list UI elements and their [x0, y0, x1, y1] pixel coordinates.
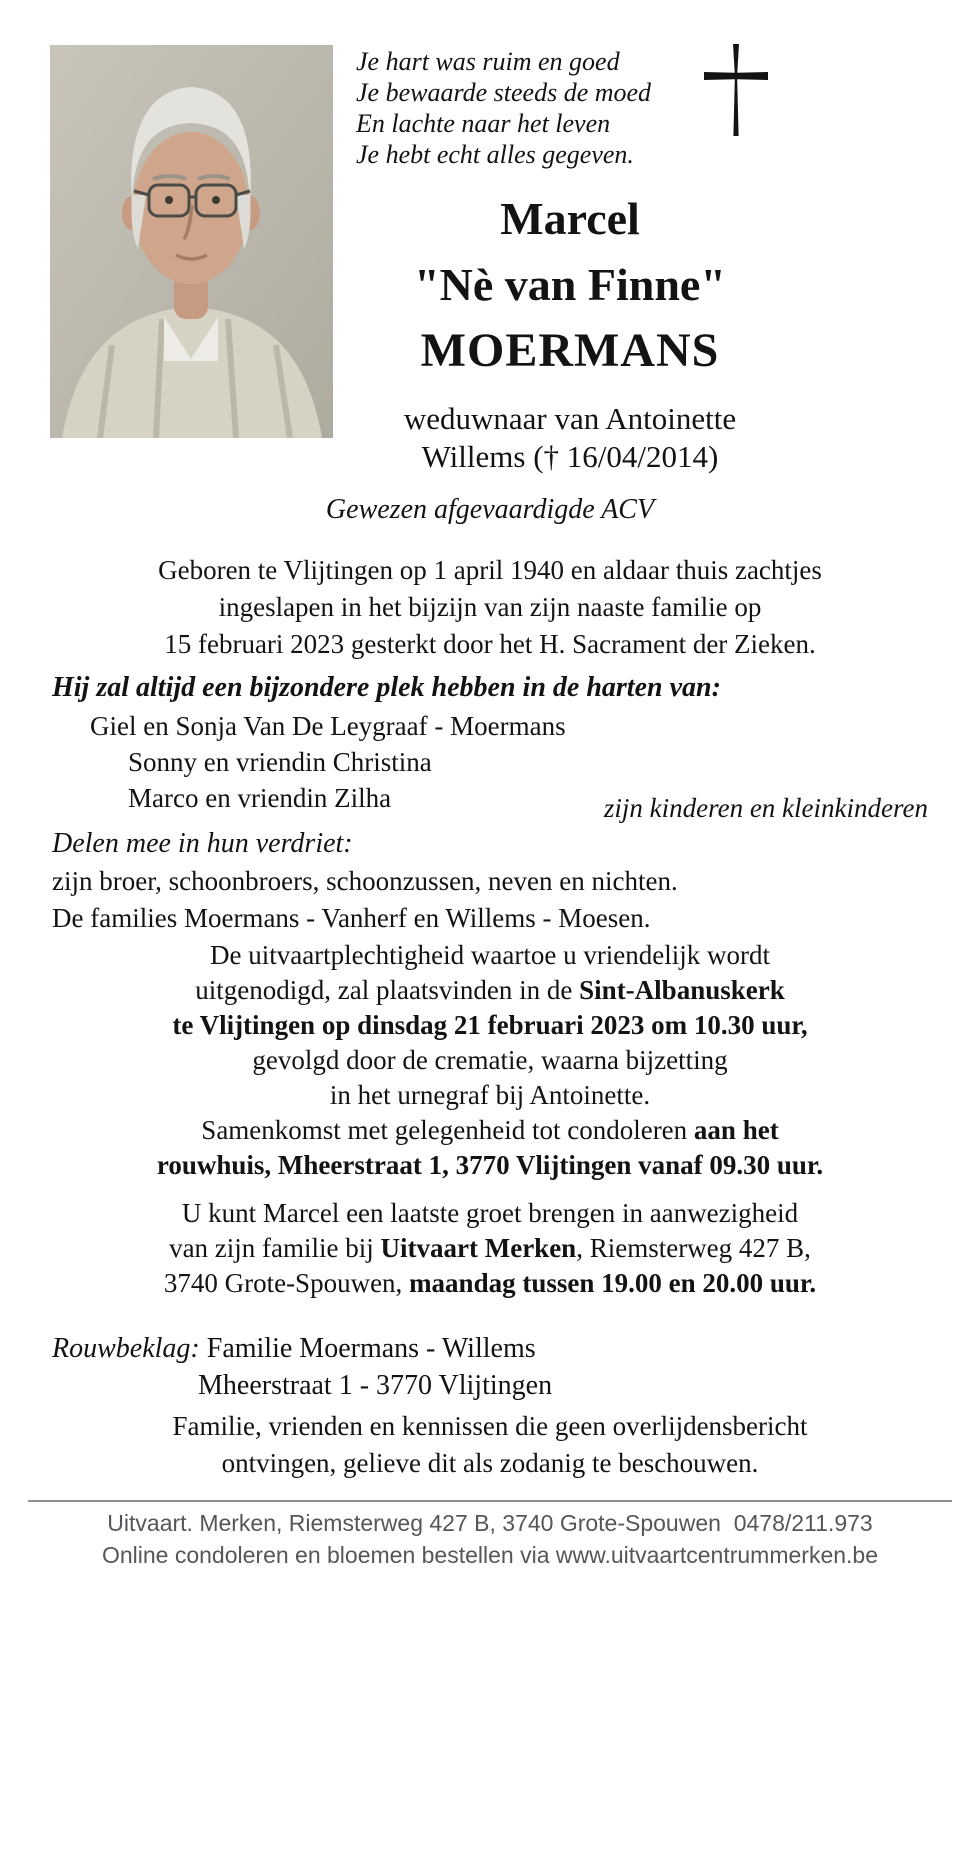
visitation-line: U kunt Marcel een laatste groet brengen in aanwezigheid [181, 1198, 799, 1228]
funeral-line: gevolgd door de crematie, waarna bijzetting [252, 1045, 728, 1075]
portrait-photo-illustration [50, 45, 333, 438]
deceased-first-name: Marcel [500, 193, 640, 244]
poem [356, 46, 651, 170]
visitation-hours-bold: maandag tussen 19.00 en 20.00 uur. [409, 1268, 817, 1298]
funeral-line [50, 973, 930, 1008]
funeral-gathering-address: rouwhuis, Mheerstraat 1, 3770 Vlijtingen vanaf 09.30 uur. [156, 1150, 824, 1180]
family-line: Sonny en vriendin Christina [128, 747, 432, 777]
footer-contact-line: Uitvaart. Merken, Riemsterweg 427 B, 3740 Grote-Spouwen 0478/211.973 [107, 1510, 873, 1536]
visitation-line [50, 1266, 930, 1301]
widower-of [350, 400, 790, 476]
visitation-paragraph [50, 1196, 930, 1301]
birth-line: Geboren te Vlijtingen op 1 april 1940 en aldaar thuis zachtjes [158, 555, 822, 585]
hearts-heading: Hij zal altijd een bijzondere plek hebben in de harten van: [52, 672, 721, 703]
birth-line: ingeslapen in het bijzijn van zijn naaste familie op [218, 592, 762, 622]
condolence-line [52, 1330, 552, 1367]
deceased-name-block [350, 186, 790, 476]
widower-line: weduwnaar van Antoinette [403, 401, 737, 436]
poem-line: Je hart was ruim en goed [356, 47, 620, 76]
closing-line: Familie, vrienden en kennissen die geen overlijdensbericht [172, 1411, 808, 1441]
funeral-text: Samenkomst met gelegenheid tot condoleren [201, 1115, 694, 1145]
grief-list [52, 863, 678, 937]
latin-cross-shape [700, 44, 772, 136]
visitation-text: van zijn familie bij [169, 1233, 381, 1263]
funeral-line: in het urnegraf bij Antoinette. [329, 1080, 651, 1110]
condolence-family: Familie Moermans - Willems [199, 1333, 536, 1364]
former-role: Gewezen afgevaardigde ACV [325, 494, 655, 525]
condolence-label: Rouwbeklag: [52, 1333, 200, 1364]
funeral-datetime-line: te Vlijtingen op dinsdag 21 februari 2023 om 10.30 uur, [172, 1010, 808, 1040]
condolence-street: Mheerstraat 1 - 3770 Vlijtingen [198, 1370, 553, 1401]
widower-line: Willems († 16/04/2014) [421, 439, 719, 474]
grief-line: De families Moermans - Vanherf en Willems - Moesen. [52, 903, 651, 933]
visitation-text: 3740 Grote-Spouwen, [163, 1268, 410, 1298]
funeral-church-name: Sint-Albanuskerk [579, 975, 785, 1005]
deceased-nickname: "Nè van Finne" [414, 259, 726, 310]
funeral-line [50, 1113, 930, 1148]
family-line: Giel en Sonja Van De Leygraaf - Moermans [90, 711, 566, 741]
funeral-text: uitgenodigd, zal plaatsvinden in de [195, 975, 580, 1005]
footer-website-line: Online condoleren en bloemen bestellen via www.uitvaartcentrummerken.be [101, 1542, 879, 1568]
funeral-gathering-bold: aan het [693, 1115, 779, 1145]
poem-line: Je hebt echt alles gegeven. [356, 140, 634, 169]
poem-line: Je bewaarde steeds de moed [356, 78, 652, 107]
family-line: Marco en vriendin Zilha [128, 783, 392, 813]
grief-heading: Delen mee in hun verdriet: [52, 828, 353, 859]
grief-line: zijn broer, schoonbroers, schoonzussen, neven en nichten. [52, 866, 678, 896]
footer-divider [28, 1500, 952, 1502]
poem-line: En lachte naar het leven [356, 109, 611, 138]
visitation-line [50, 1231, 930, 1266]
portrait-photo [50, 45, 333, 438]
closing-paragraph [50, 1408, 930, 1482]
visitation-text: , Riemsterweg 427 B, [576, 1233, 811, 1263]
funeral-paragraph [50, 938, 930, 1183]
birth-line: 15 februari 2023 gesterkt door het H. Sacrament der Zieken. [164, 629, 816, 659]
deceased-last-name: MOERMANS [420, 324, 720, 377]
children-grandchildren-note: zijn kinderen en kleinkinderen [603, 793, 928, 823]
birth-death-paragraph [50, 552, 930, 663]
condolence-address [52, 1330, 552, 1404]
funeral-home-name: Uitvaart Merken [380, 1233, 577, 1263]
latin-cross-icon [700, 44, 772, 136]
funeral-line: De uitvaartplechtigheid waartoe u vriendelijk wordt [209, 940, 771, 970]
closing-line: ontvingen, gelieve dit als zodanig te beschouwen. [221, 1448, 759, 1478]
